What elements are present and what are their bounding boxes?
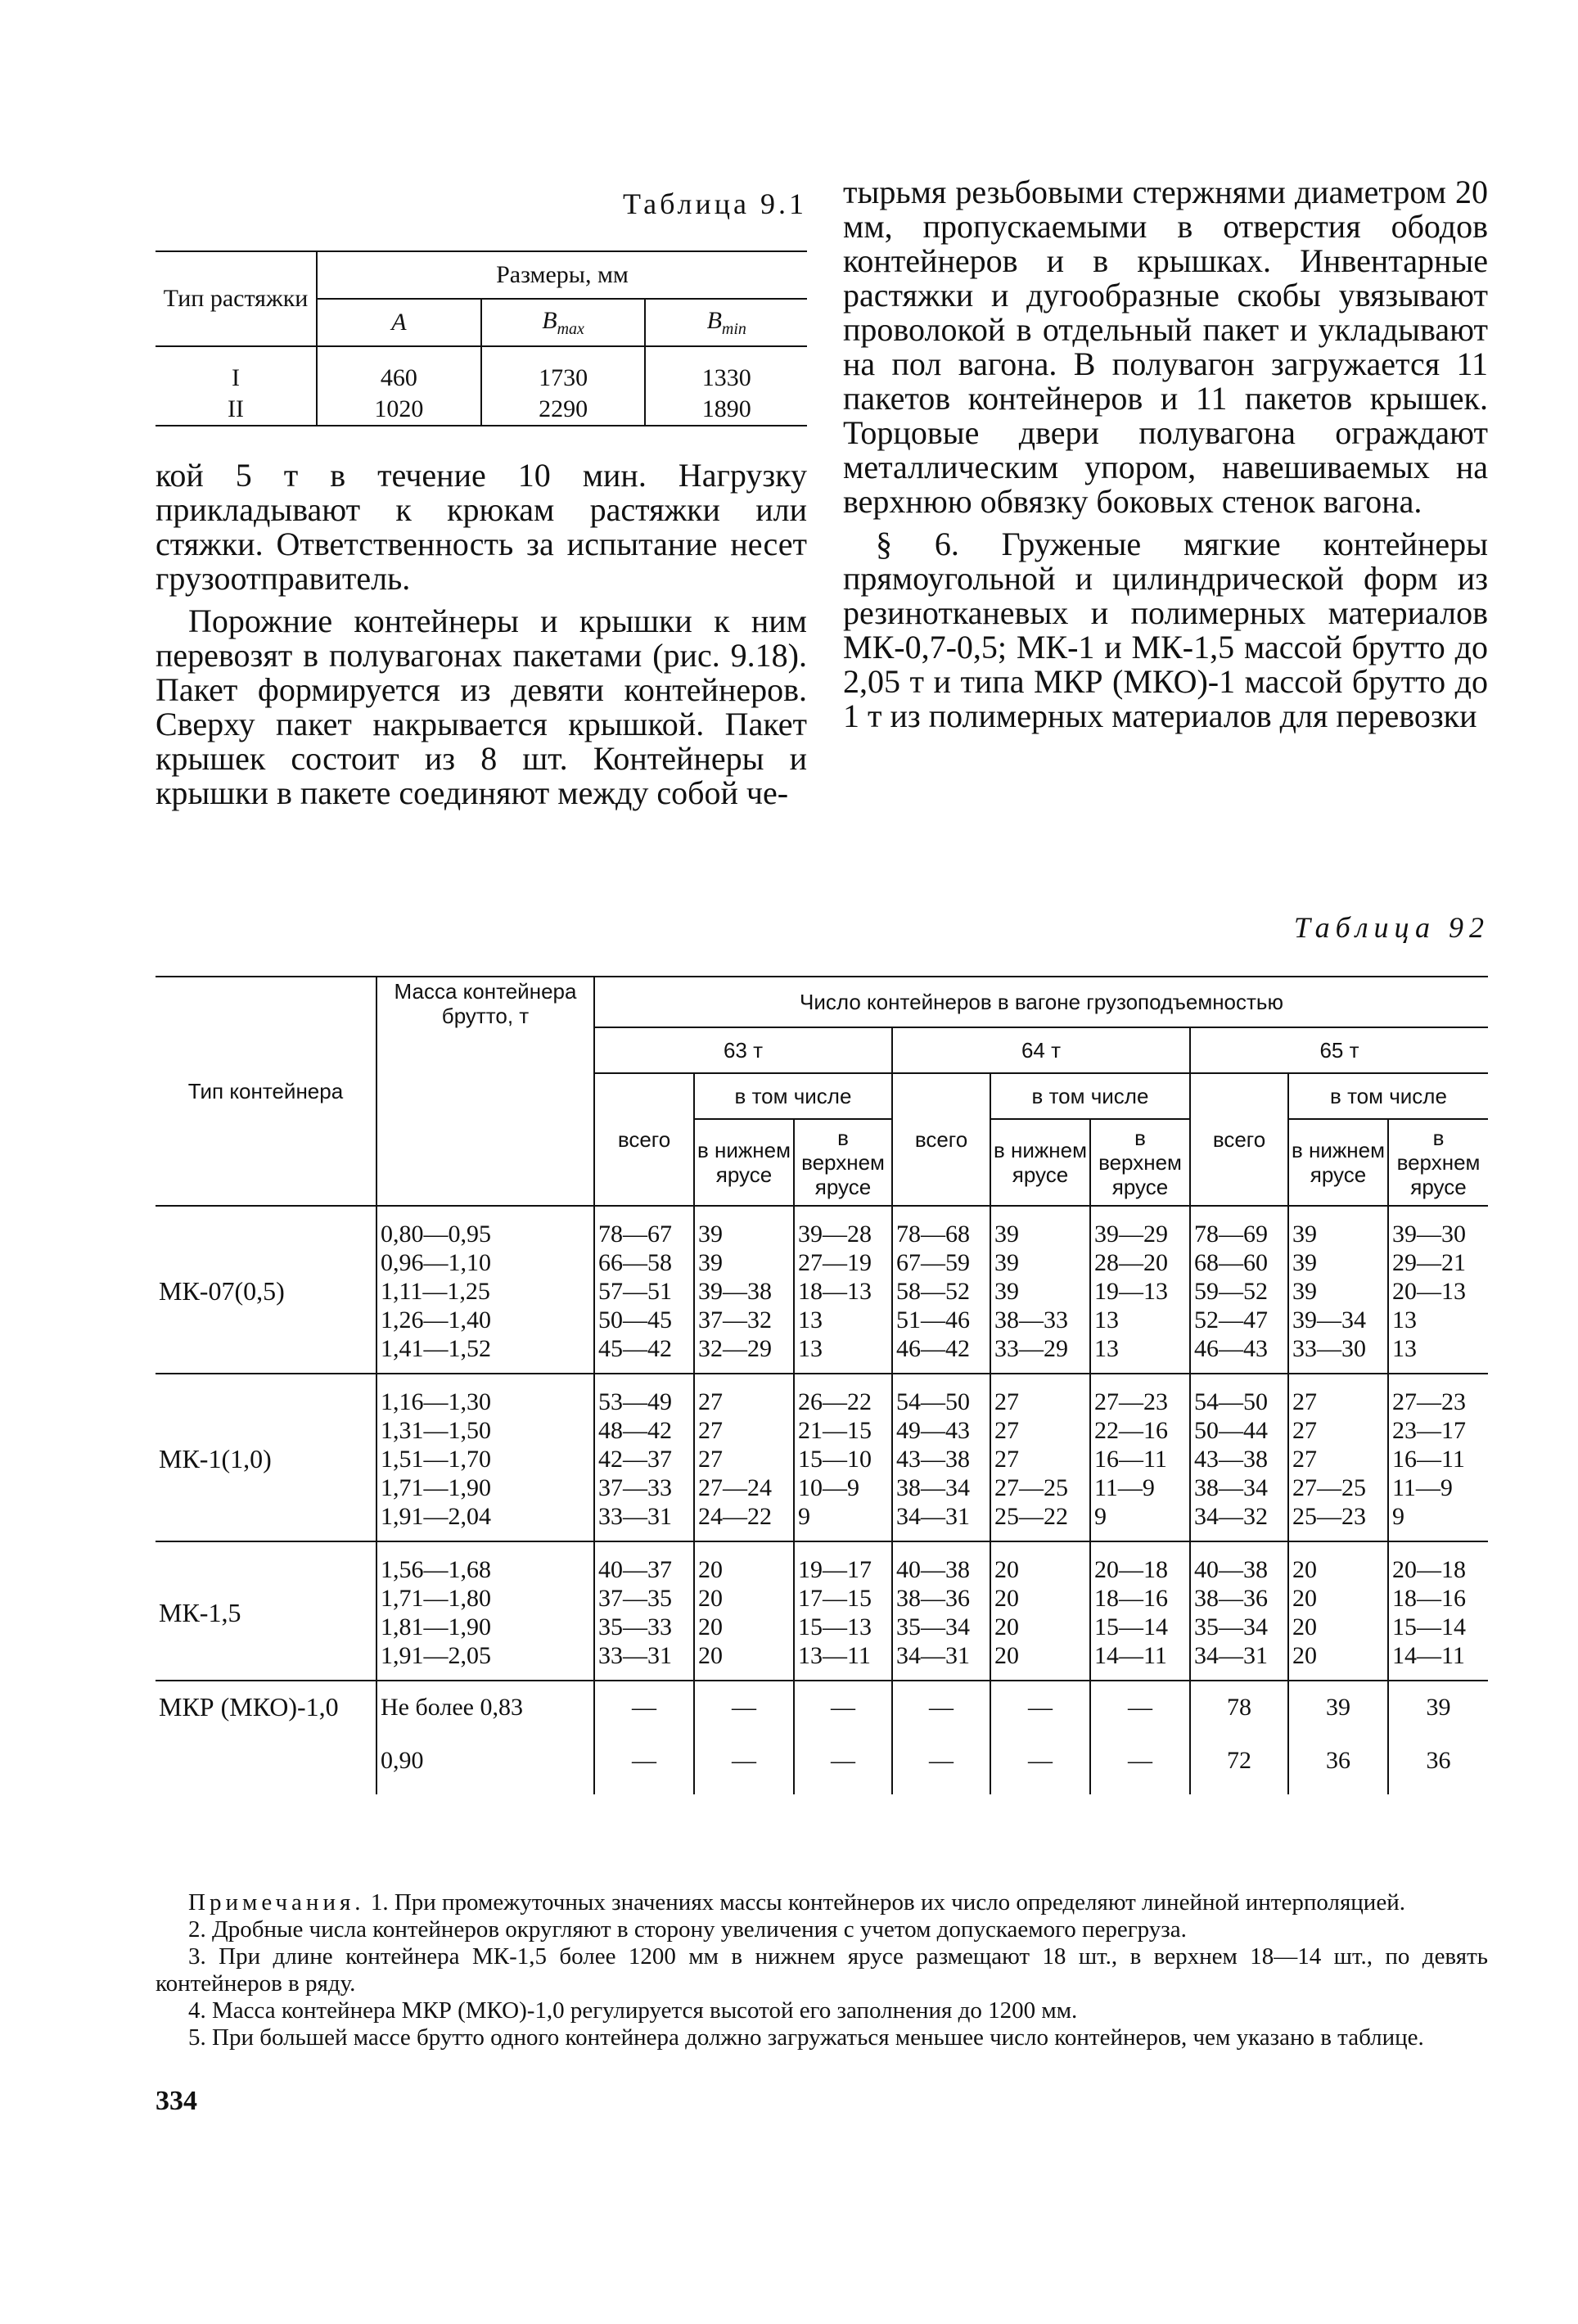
t92-value: 68—60 — [1194, 1249, 1268, 1276]
t92-header-type: Тип контейнера — [156, 977, 376, 1206]
t92-value: 34—31 — [1194, 1642, 1268, 1669]
t92-mkr-lower-65-2: 36 — [1288, 1722, 1388, 1794]
t92-value: 39—28 — [798, 1221, 872, 1248]
t92-header-lower-64: в нижнем ярусе — [990, 1119, 1090, 1206]
t92-value: 45—42 — [598, 1335, 672, 1362]
t92-cell-u65 — [1388, 1541, 1488, 1681]
t92-cell-l64 — [990, 1541, 1090, 1681]
t92-cell-l65 — [1288, 1206, 1388, 1374]
t92-value: 27—23 — [1094, 1388, 1168, 1415]
t91-row2-type: II — [156, 394, 317, 426]
t92-value: 34—31 — [896, 1642, 970, 1669]
t92-mkr-mass-2: 0,90 — [376, 1722, 594, 1794]
t92-value: 40—38 — [1194, 1556, 1268, 1583]
t91-header-type: Тип растяжки — [156, 251, 317, 346]
t92-value: 37—32 — [698, 1306, 772, 1333]
t92-cell-t65 — [1190, 1206, 1288, 1374]
t92-value: 59—52 — [1194, 1278, 1268, 1305]
t92-header-total-65: всего — [1190, 1073, 1288, 1206]
t92-value: 46—43 — [1194, 1335, 1268, 1362]
t92-value: 25—22 — [994, 1503, 1068, 1530]
t92-value: 15—14 — [1392, 1613, 1466, 1640]
t92-mkr-total-65-1: 78 — [1190, 1681, 1288, 1722]
t92-value: 38—36 — [1194, 1585, 1268, 1612]
t92-value: 48—42 — [598, 1417, 672, 1444]
t92-value: 66—58 — [598, 1249, 672, 1276]
t92-header-incl-63: в том числе — [694, 1073, 892, 1119]
t91-row1-a: 460 — [317, 363, 481, 394]
t92-value: 17—15 — [798, 1585, 872, 1612]
table-notes — [156, 1889, 1488, 2051]
t92-value: 1,91—2,04 — [381, 1503, 491, 1530]
t92-value: 20 — [698, 1642, 723, 1669]
t92-value: 14—11 — [1392, 1642, 1465, 1669]
right-paragraph-2: § 6. Груженые мягкие контейнеры прямоугольной и цилиндрической форм из резинотканевых и полимерных материалов МК-0,7-0,5; МК-1 и МК-1,5 массой брутто до 2,05 т и типа МКР (МКО)-1 массой брутто до 1 т из полимерных материалов для перевозки — [843, 526, 1488, 734]
t92-value: 39 — [994, 1221, 1019, 1248]
t92-cell-mass — [376, 1541, 594, 1681]
t92-type-cell: МК-1,5 — [156, 1541, 376, 1681]
t92-cell-l64 — [990, 1206, 1090, 1374]
notes-heading: Примечания. — [188, 1889, 365, 1916]
t92-value: 9 — [798, 1503, 810, 1530]
t92-value: 33—30 — [1292, 1335, 1366, 1362]
t91-row2-bmin: 1890 — [645, 394, 807, 426]
t92-type-cell: МК-07(0,5) — [156, 1206, 376, 1374]
t92-value: 39—38 — [698, 1278, 772, 1305]
t92-mkr-dash: — — [892, 1681, 990, 1722]
t92-value: 57—51 — [598, 1278, 672, 1305]
table-9-2 — [156, 976, 1488, 1794]
t92-value: 37—35 — [598, 1585, 672, 1612]
t92-value: 34—32 — [1194, 1503, 1268, 1530]
t92-mkr-dash: — — [1090, 1681, 1190, 1722]
t92-value: 13 — [1094, 1335, 1119, 1362]
t92-value: 0,80—0,95 — [381, 1221, 491, 1248]
t92-value: 33—31 — [598, 1642, 672, 1669]
t92-header-incl-64: в том числе — [990, 1073, 1190, 1119]
t92-value: 20 — [1292, 1556, 1317, 1583]
t92-value: 20 — [994, 1556, 1019, 1583]
t92-value: 42—37 — [598, 1446, 672, 1473]
t92-cell-t64 — [892, 1206, 990, 1374]
t92-value: 39—30 — [1392, 1221, 1466, 1248]
t92-value: 27—19 — [798, 1249, 872, 1276]
t92-value: 20 — [994, 1642, 1019, 1669]
t92-value: 39 — [698, 1221, 723, 1248]
t92-value: 9 — [1392, 1503, 1404, 1530]
t92-mkr-dash: — — [794, 1722, 892, 1794]
t92-cell-t64 — [892, 1541, 990, 1681]
t92-cell-l63 — [694, 1206, 794, 1374]
t92-value: 15—14 — [1094, 1613, 1168, 1640]
t92-value: 13 — [1392, 1335, 1417, 1362]
t92-mkr-lower-65-1: 39 — [1288, 1681, 1388, 1722]
t92-cell-u63 — [794, 1374, 892, 1541]
t92-cell-u63 — [794, 1206, 892, 1374]
t92-header-upper-63: в верхнем ярусе — [794, 1119, 892, 1206]
t92-value: 34—31 — [896, 1503, 970, 1530]
t92-value: 39 — [1292, 1221, 1317, 1248]
t92-value: 1,71—1,90 — [381, 1474, 491, 1501]
t92-value: 58—52 — [896, 1278, 970, 1305]
t92-value: 1,51—1,70 — [381, 1446, 491, 1473]
t92-mkr-dash: — — [1090, 1722, 1190, 1794]
t91-header-bmax: $B_{max}$ — [481, 299, 646, 346]
t92-mkr-total-65-2: 72 — [1190, 1722, 1288, 1794]
t92-value: 1,41—1,52 — [381, 1335, 491, 1362]
t92-value: 22—16 — [1094, 1417, 1168, 1444]
t92-value: 23—17 — [1392, 1417, 1466, 1444]
t92-value: 11—9 — [1392, 1474, 1453, 1501]
t92-value: 39 — [994, 1278, 1019, 1305]
t92-value: 19—17 — [798, 1556, 872, 1583]
t91-row1-bmin: 1330 — [645, 363, 807, 394]
t92-cell-l63 — [694, 1374, 794, 1541]
t92-value: 25—23 — [1292, 1503, 1366, 1530]
left-paragraph-2: Порожние контейнеры и крышки к ним перевозят в полувагонах пакетами (рис. 9.18). Пакет формируется из девяти контейнеров. Сверху пакет накрывается крышкой. Пакет крышек состоит из 8 шт. Контейнеры и крышки в пакете соединяют между собой че- — [156, 602, 807, 811]
t92-mkr-upper-65-2: 36 — [1388, 1722, 1488, 1794]
t92-cell-t63 — [594, 1374, 694, 1541]
t92-value: 67—59 — [896, 1249, 970, 1276]
t92-value: 78—69 — [1194, 1221, 1268, 1248]
t92-cell-t64 — [892, 1374, 990, 1541]
t92-value: 38—36 — [896, 1585, 970, 1612]
page-number: 334 — [156, 2086, 197, 2116]
right-column-text — [843, 175, 1488, 733]
t92-value: 40—38 — [896, 1556, 970, 1583]
t92-value: 1,11—1,25 — [381, 1278, 490, 1305]
t92-cell-t65 — [1190, 1541, 1288, 1681]
t92-value: 35—33 — [598, 1613, 672, 1640]
t92-value: 50—44 — [1194, 1417, 1268, 1444]
t92-mkr-type: МКР (МКО)-1,0 — [159, 1692, 339, 1722]
t92-value: 35—34 — [1194, 1613, 1268, 1640]
table-9-2-caption: Таблица 92 — [1293, 911, 1490, 944]
t92-value: 52—47 — [1194, 1306, 1268, 1333]
t92-value: 1,56—1,68 — [381, 1556, 491, 1583]
t92-mkr-mass-1: Не более 0,83 — [376, 1681, 594, 1722]
t92-value: 33—29 — [994, 1335, 1068, 1362]
t92-value: 35—34 — [896, 1613, 970, 1640]
t92-cell-t65 — [1190, 1374, 1288, 1541]
t92-cell-mass — [376, 1206, 594, 1374]
t92-body — [156, 1206, 1488, 1681]
t92-value: 38—34 — [1194, 1474, 1268, 1501]
t92-value: 54—50 — [1194, 1388, 1268, 1415]
t92-mkr-dash: — — [990, 1681, 1090, 1722]
t92-cell-mass — [376, 1374, 594, 1541]
note-2: 2. Дробные числа контейнеров округляют в сторону увеличения с учетом допускаемого перегруза. — [188, 1916, 1187, 1943]
t92-cell-u64 — [1090, 1374, 1190, 1541]
t92-value: 27 — [698, 1417, 723, 1444]
t92-value: 9 — [1094, 1503, 1107, 1530]
t92-value: 13—11 — [798, 1642, 871, 1669]
table-9-1 — [156, 250, 807, 426]
t92-value: 33—31 — [598, 1503, 672, 1530]
t92-cell-l65 — [1288, 1374, 1388, 1541]
table-9-1-caption: Таблица 9.1 — [623, 187, 807, 220]
t92-value: 27 — [1292, 1446, 1317, 1473]
t92-value: 37—33 — [598, 1474, 672, 1501]
t92-cell-u63 — [794, 1541, 892, 1681]
t91-row1-type: I — [232, 364, 240, 391]
t92-value: 39 — [698, 1249, 723, 1276]
t92-value: 20—13 — [1392, 1278, 1466, 1305]
t92-value: 49—43 — [896, 1417, 970, 1444]
t92-value: 20 — [698, 1613, 723, 1640]
t92-cell-u64 — [1090, 1541, 1190, 1681]
t92-value: 1,81—1,90 — [381, 1613, 491, 1640]
t92-value: 39 — [1292, 1249, 1317, 1276]
t92-value: 38—33 — [994, 1306, 1068, 1333]
note-4: 4. Масса контейнера МКР (МКО)-1,0 регулируется высотой его заполнения до 1200 мм. — [188, 1997, 1078, 2024]
t92-value: 39 — [994, 1249, 1019, 1276]
t92-value: 39—29 — [1094, 1221, 1168, 1248]
t92-value: 27—23 — [1392, 1388, 1466, 1415]
t92-value: 53—49 — [598, 1388, 672, 1415]
t92-value: 27 — [994, 1417, 1019, 1444]
t92-value: 1,26—1,40 — [381, 1306, 491, 1333]
t92-value: 27 — [994, 1446, 1019, 1473]
t92-value: 20 — [1292, 1585, 1317, 1612]
t91-header-bmin: $B_{min}$ — [645, 299, 807, 346]
t92-value: 27 — [698, 1446, 723, 1473]
t92-header-64: 64 т — [892, 1027, 1190, 1073]
t92-header-count: Число контейнеров в вагоне грузоподъемностью — [594, 977, 1488, 1027]
t92-value: 78—68 — [896, 1221, 970, 1248]
t92-header-lower-63: в нижнем ярусе — [694, 1119, 794, 1206]
note-5: 5. При большей массе брутто одного контейнера должно загружаться меньшее число контейнеров, чем указано в таблице. — [188, 2024, 1424, 2051]
t92-value: 78—67 — [598, 1221, 672, 1248]
table-row — [156, 1374, 1488, 1541]
t92-value: 27 — [994, 1388, 1019, 1415]
t92-value: 20—18 — [1094, 1556, 1168, 1583]
t92-header-63: 63 т — [594, 1027, 892, 1073]
t92-header-total-63: всего — [594, 1073, 694, 1206]
t92-value: 46—42 — [896, 1335, 970, 1362]
t92-value: 0,96—1,10 — [381, 1249, 491, 1276]
t92-cell-l65 — [1288, 1541, 1388, 1681]
t92-header-65: 65 т — [1190, 1027, 1488, 1073]
t92-value: 20—18 — [1392, 1556, 1466, 1583]
t92-value: 11—9 — [1094, 1474, 1155, 1501]
t92-value: 39 — [1292, 1278, 1317, 1305]
t92-value: 18—16 — [1094, 1585, 1168, 1612]
t92-mkr-upper-65-1: 39 — [1388, 1681, 1488, 1722]
t92-value: 16—11 — [1392, 1446, 1465, 1473]
t92-header-upper-65: в верхнем ярусе — [1388, 1119, 1488, 1206]
t92-value: 19—13 — [1094, 1278, 1168, 1305]
t92-mkr-dash: — — [990, 1722, 1090, 1794]
t92-cell-u65 — [1388, 1206, 1488, 1374]
left-paragraph-1: кой 5 т в течение 10 мин. Нагрузку прикладывают к крюкам растяжки или стяжки. Ответственность за испытание несет грузоотправитель. — [156, 457, 807, 597]
t92-value: 14—11 — [1094, 1642, 1167, 1669]
note-1: 1. При промежуточных значениях массы контейнеров их число определяют линейной интерполяцией. — [370, 1889, 1405, 1916]
t92-value: 15—10 — [798, 1446, 872, 1473]
t92-mkr-dash: — — [594, 1722, 694, 1794]
t92-value: 1,16—1,30 — [381, 1388, 491, 1415]
t92-value: 18—13 — [798, 1278, 872, 1305]
t92-header-mass: Масса контейнера брутто, т — [376, 977, 594, 1206]
t91-header-sizes: Размеры, мм — [317, 251, 807, 299]
t92-mkr-dash: — — [892, 1722, 990, 1794]
t92-value: 38—34 — [896, 1474, 970, 1501]
t92-value: 10—9 — [798, 1474, 859, 1501]
t92-value: 20 — [1292, 1613, 1317, 1640]
t92-value: 26—22 — [798, 1388, 872, 1415]
table-row — [156, 1541, 1488, 1681]
right-paragraph-1: тырьмя резьбовыми стержнями диаметром 20 мм, пропускаемыми в отверстия ободов контейнеров и в крышках. Инвентарные растяжки и дугообразные скобы увязывают проволокой в отдельный пакет и укладывают на пол вагона. В полувагон загружается 11 пакетов контейнеров и 11 пакетов крышек. Торцовые двери полувагона ограждают металлическим упором, навешиваемых на верхнюю обвязку боковых стенок вагона. — [843, 174, 1488, 520]
t92-header-upper-64: в верхнем ярусе — [1090, 1119, 1190, 1206]
t92-value: 20 — [698, 1556, 723, 1583]
t92-value: 20 — [1292, 1642, 1317, 1669]
t92-value: 21—15 — [798, 1417, 872, 1444]
t92-header-incl-65: в том числе — [1288, 1073, 1488, 1119]
t92-value: 18—16 — [1392, 1585, 1466, 1612]
t92-value: 27 — [1292, 1388, 1317, 1415]
t92-type-cell: МК-1(1,0) — [156, 1374, 376, 1541]
t92-value: 1,31—1,50 — [381, 1417, 491, 1444]
t92-value: 20 — [994, 1613, 1019, 1640]
t91-row1-bmax: 1730 — [481, 363, 646, 394]
t92-value: 50—45 — [598, 1306, 672, 1333]
t92-value: 51—46 — [896, 1306, 970, 1333]
t92-value: 20 — [994, 1585, 1019, 1612]
t92-header-lower-65: в нижнем ярусе — [1288, 1119, 1388, 1206]
t92-value: 27 — [698, 1388, 723, 1415]
t92-header-total-64: всего — [892, 1073, 990, 1206]
t92-cell-t63 — [594, 1206, 694, 1374]
t92-value: 13 — [798, 1335, 823, 1362]
t92-value: 54—50 — [896, 1388, 970, 1415]
t92-cell-l63 — [694, 1541, 794, 1681]
t92-value: 43—38 — [1194, 1446, 1268, 1473]
t92-value: 29—21 — [1392, 1249, 1466, 1276]
t92-value: 27—24 — [698, 1474, 772, 1501]
t92-mkr-dash: — — [694, 1681, 794, 1722]
t92-cell-u65 — [1388, 1374, 1488, 1541]
note-3: 3. При длине контейнера МК-1,5 более 1200 мм в нижнем ярусе размещают 18 шт., в верхнем 18—14 шт., по девять контейнеров в ряду. — [156, 1943, 1488, 1997]
t92-value: 1,91—2,05 — [381, 1642, 491, 1669]
t92-value: 20 — [698, 1585, 723, 1612]
t92-cell-u64 — [1090, 1206, 1190, 1374]
table-row — [156, 1206, 1488, 1374]
t91-row2-a: 1020 — [317, 394, 481, 426]
t92-value: 15—13 — [798, 1613, 872, 1640]
t92-value: 13 — [1094, 1306, 1119, 1333]
t92-value: 24—22 — [698, 1503, 772, 1530]
t92-value: 28—20 — [1094, 1249, 1168, 1276]
t92-mkr-dash: — — [594, 1681, 694, 1722]
t92-cell-t63 — [594, 1541, 694, 1681]
t92-value: 32—29 — [698, 1335, 772, 1362]
t92-value: 27—25 — [994, 1474, 1068, 1501]
t91-row2-bmax: 2290 — [481, 394, 646, 426]
t92-mkr-dash: — — [794, 1681, 892, 1722]
left-column-text — [156, 458, 807, 810]
t92-value: 27 — [1292, 1417, 1317, 1444]
t92-value: 27—25 — [1292, 1474, 1366, 1501]
t92-mkr-dash: — — [694, 1722, 794, 1794]
t92-value: 16—11 — [1094, 1446, 1167, 1473]
t92-value: 13 — [1392, 1306, 1417, 1333]
t92-value: 13 — [798, 1306, 823, 1333]
t92-value: 43—38 — [896, 1446, 970, 1473]
t92-value: 1,71—1,80 — [381, 1585, 491, 1612]
t91-header-a: A — [317, 299, 481, 346]
t92-value: 39—34 — [1292, 1306, 1366, 1333]
t92-value: 40—37 — [598, 1556, 672, 1583]
t92-cell-l64 — [990, 1374, 1090, 1541]
